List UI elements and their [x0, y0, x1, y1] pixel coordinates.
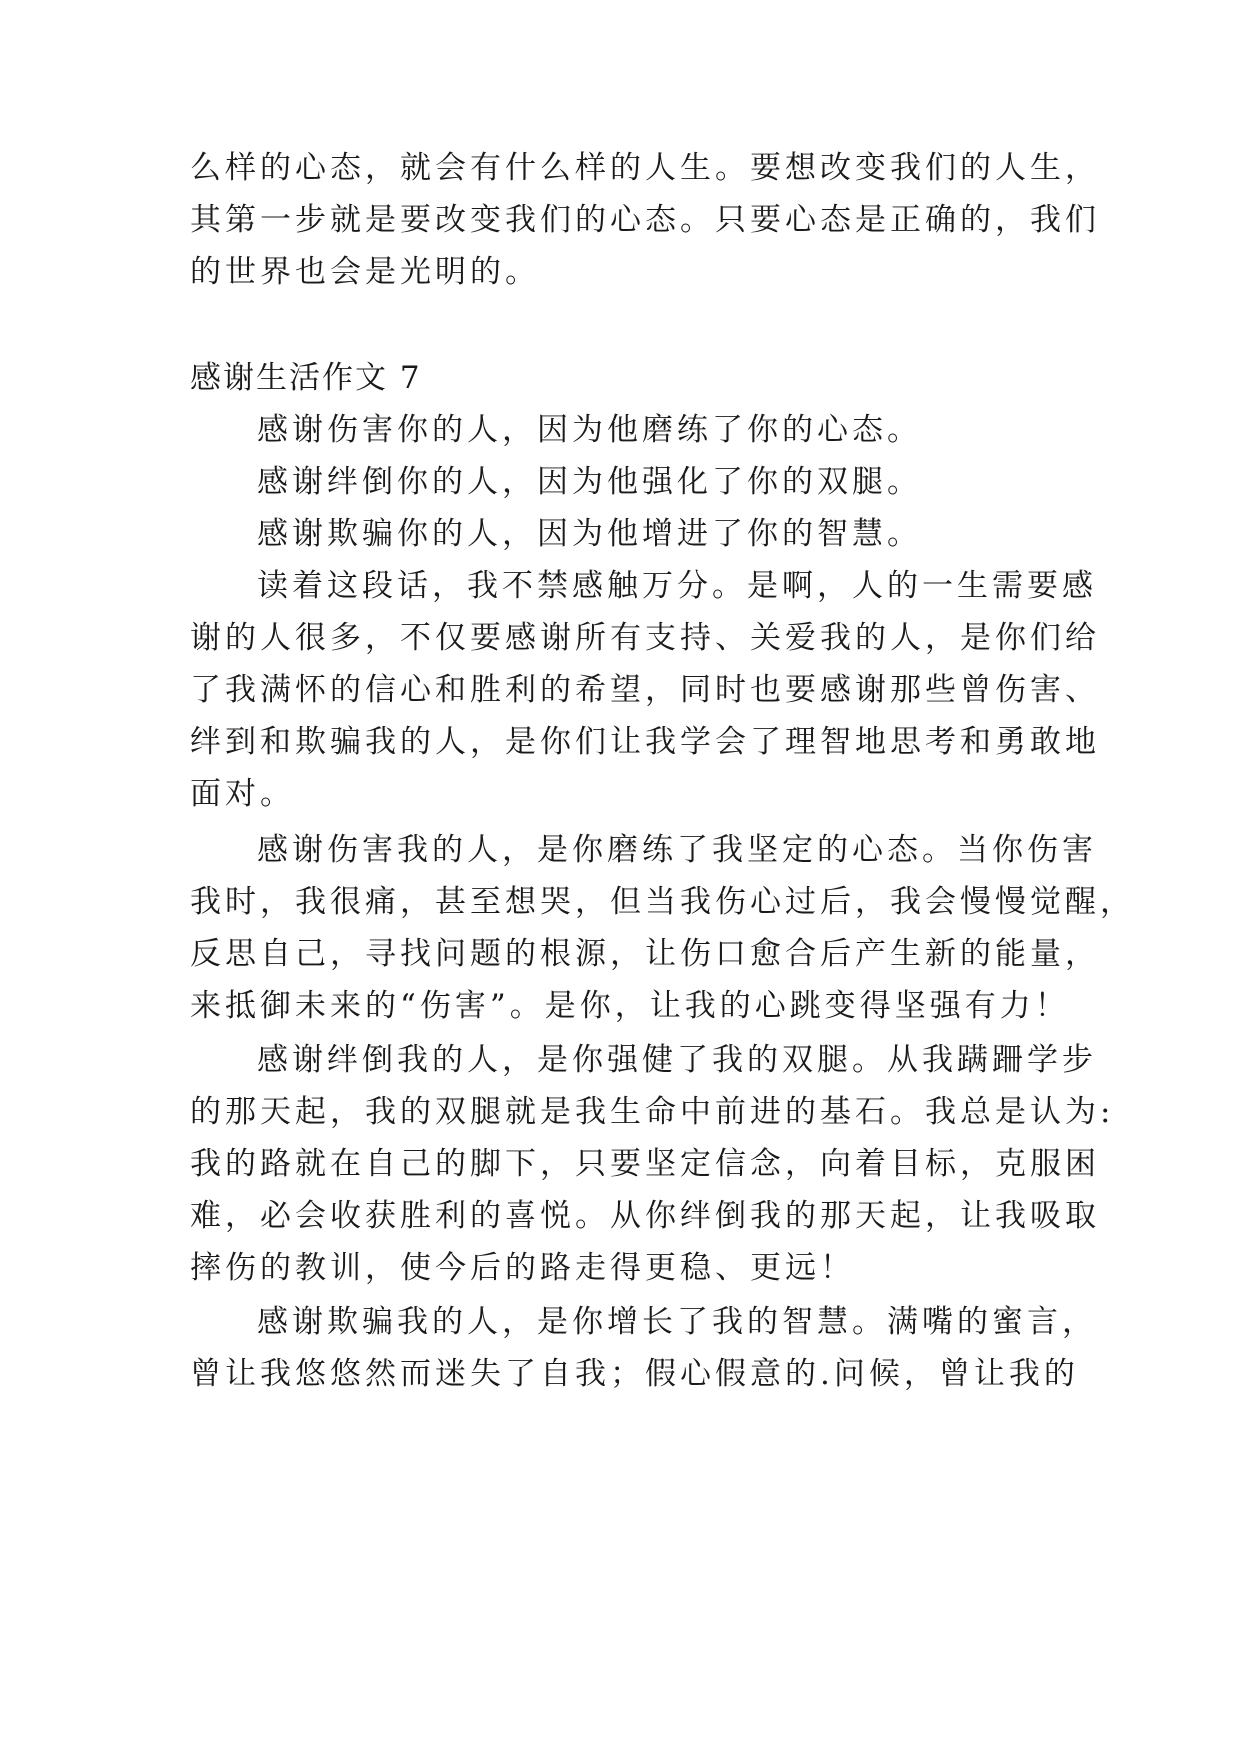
- text-line: 难，必会收获胜利的喜悦。从你绊倒我的那天起，让我吸取: [190, 1198, 1100, 1234]
- text-line: 感谢欺骗我的人，是你增长了我的智慧。满嘴的蜜言，: [257, 1304, 1097, 1340]
- text-line: 来抵御未来的“伤害”。是你，让我的心跳变得坚强有力！: [190, 988, 1070, 1024]
- text-line: 了我满怀的信心和胜利的希望，同时也要感谢那些曾伤害、: [190, 672, 1100, 708]
- text-line: 曾让我悠悠然而迷失了自我；假心假意的.问候，曾让我的: [190, 1356, 1079, 1392]
- text-line: 绊到和欺骗我的人，是你们让我学会了理智地思考和勇敢地: [190, 724, 1100, 760]
- text-line: 读着这段话，我不禁感触万分。是啊，人的一生需要感: [257, 568, 1097, 604]
- quote-line: 感谢伤害你的人，因为他磨练了你的心态。: [257, 412, 922, 448]
- text-line: 感谢绊倒我的人，是你强健了我的双腿。从我蹒跚学步: [257, 1042, 1097, 1078]
- text-line: 么样的心态，就会有什么样的人生。要想改变我们的人生，: [190, 150, 1100, 186]
- quote-line: 感谢绊倒你的人，因为他强化了你的双腿。: [257, 464, 922, 500]
- text-line: 面对。: [190, 776, 295, 812]
- quote-line: 感谢欺骗你的人，因为他增进了你的智慧。: [257, 516, 922, 552]
- text-line: 反思自己，寻找问题的根源，让伤口愈合后产生新的能量，: [190, 936, 1100, 972]
- text-line: 我时，我很痛，甚至想哭，但当我伤心过后，我会慢慢觉醒，: [190, 884, 1135, 920]
- text-line: 的那天起，我的双腿就是我生命中前进的基石。我总是认为:: [190, 1094, 1115, 1130]
- text-line: 的世界也会是光明的。: [190, 254, 540, 290]
- text-line: 感谢伤害我的人，是你磨练了我坚定的心态。当你伤害: [257, 832, 1097, 868]
- text-line: 谢的人很多，不仅要感谢所有支持、关爱我的人，是你们给: [190, 620, 1100, 656]
- text-line: 我的路就在自己的脚下，只要坚定信念，向着目标，克服困: [190, 1146, 1100, 1182]
- text-line: 摔伤的教训，使今后的路走得更稳、更远！: [190, 1250, 855, 1286]
- section-heading: 感谢生活作文 7: [190, 360, 422, 396]
- text-line: 其第一步就是要改变我们的心态。只要心态是正确的，我们: [190, 202, 1100, 238]
